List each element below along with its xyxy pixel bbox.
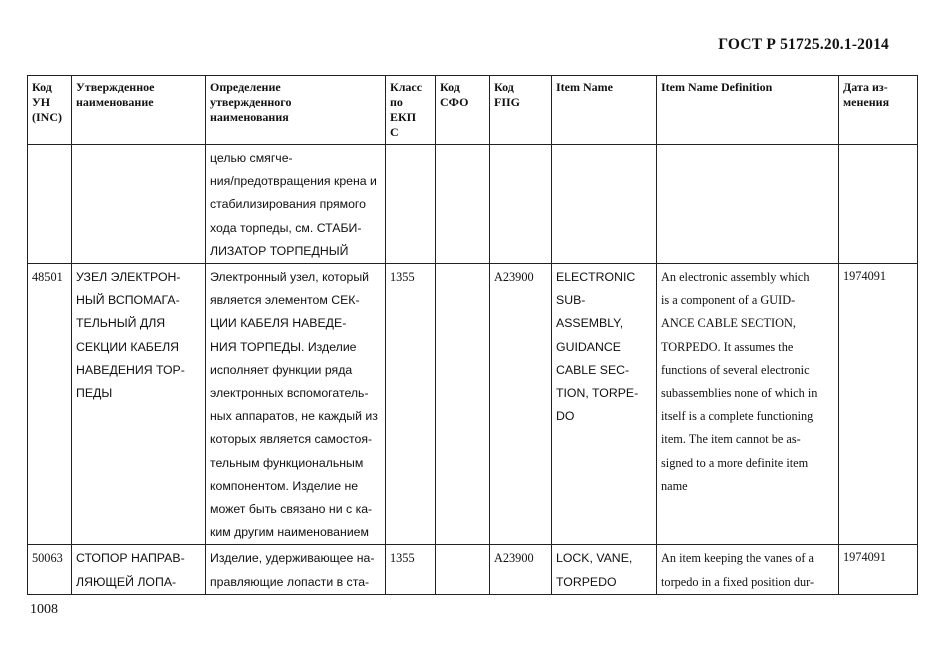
column-header-class: Класс по ЕКП С <box>386 76 436 145</box>
change-date-cell: 1974091 <box>839 545 918 594</box>
class-cell: 1355 <box>386 545 436 594</box>
column-header-inc: Код УН (INC) <box>28 76 72 145</box>
fiig-cell: A23900 <box>490 545 552 594</box>
item-name-cell: LOCK, VANE, TORPEDO <box>552 545 657 594</box>
class-cell: 1355 <box>386 264 436 545</box>
column-header-item-name-definition: Item Name Definition <box>657 76 839 145</box>
item-name-definition-cell: An item keeping the vanes of a torpedo in a fixed position dur- <box>657 545 839 594</box>
table-row <box>28 545 918 594</box>
fiig-cell: A23900 <box>490 264 552 545</box>
table-row-continuation <box>28 145 918 264</box>
definition-cell: Изделие, удерживающее на- правляющие лопасти в ста- <box>206 545 386 594</box>
item-name-cell: ELECTRONIC SUB- ASSEMBLY, GUIDANCE CABLE SEC- TION, TORPE- DO <box>552 264 657 545</box>
column-header-definition: Определение утвержденного наименования <box>206 76 386 145</box>
column-header-change-date: Дата из- менения <box>839 76 918 145</box>
approved-name-cell: УЗЕЛ ЭЛЕКТРОН- НЫЙ ВСПОМАГА- ТЕЛЬНЫЙ ДЛЯ СЕКЦИИ КАБЕЛЯ НАВЕДЕНИЯ ТОР- ПЕДЫ <box>72 264 206 545</box>
column-header-approved-name: Утвержденное наименование <box>72 76 206 145</box>
column-header-item-name: Item Name <box>552 76 657 145</box>
change-date-cell: 1974091 <box>839 264 918 545</box>
item-names-table <box>27 75 918 595</box>
table-header-row <box>28 76 918 145</box>
sfo-cell <box>436 545 490 594</box>
page-number: 1008 <box>30 602 58 617</box>
document-header: ГОСТ Р 51725.20.1-2014 <box>718 36 889 53</box>
column-header-sfo: Код СФО <box>436 76 490 145</box>
column-header-fiig: Код FIIG <box>490 76 552 145</box>
table-row <box>28 264 918 545</box>
inc-cell: 48501 <box>28 264 72 545</box>
sfo-cell <box>436 264 490 545</box>
approved-name-cell: СТОПОР НАПРАВ- ЛЯЮЩЕЙ ЛОПА- <box>72 545 206 594</box>
definition-cell: Электронный узел, который является элементом СЕК- ЦИИ КАБЕЛЯ НАВЕДЕ- НИЯ ТОРПЕДЫ. Изделие исполняет функции ряда электронных вспомогатель- ных аппаратов, не каждый из которых является самостоя- тельным функциональным компонентом. Изделие не может быть связано ни с ка- ким другим наименованием <box>206 264 386 545</box>
item-name-definition-cell: An electronic assembly which is a component of a GUID- ANCE CABLE SECTION, TORPEDO. It assumes the functions of several electronic subassemblies none of which in itself is a complete functioning item. The item cannot be as- signed to a more definite item name <box>657 264 839 545</box>
inc-cell: 50063 <box>28 545 72 594</box>
definition-cell: целью смягче- ния/предотвращения крена и стабилизирования прямого хода торпеды, см. СТАБИ- ЛИЗАТОР ТОРПЕДНЫЙ <box>206 145 386 264</box>
